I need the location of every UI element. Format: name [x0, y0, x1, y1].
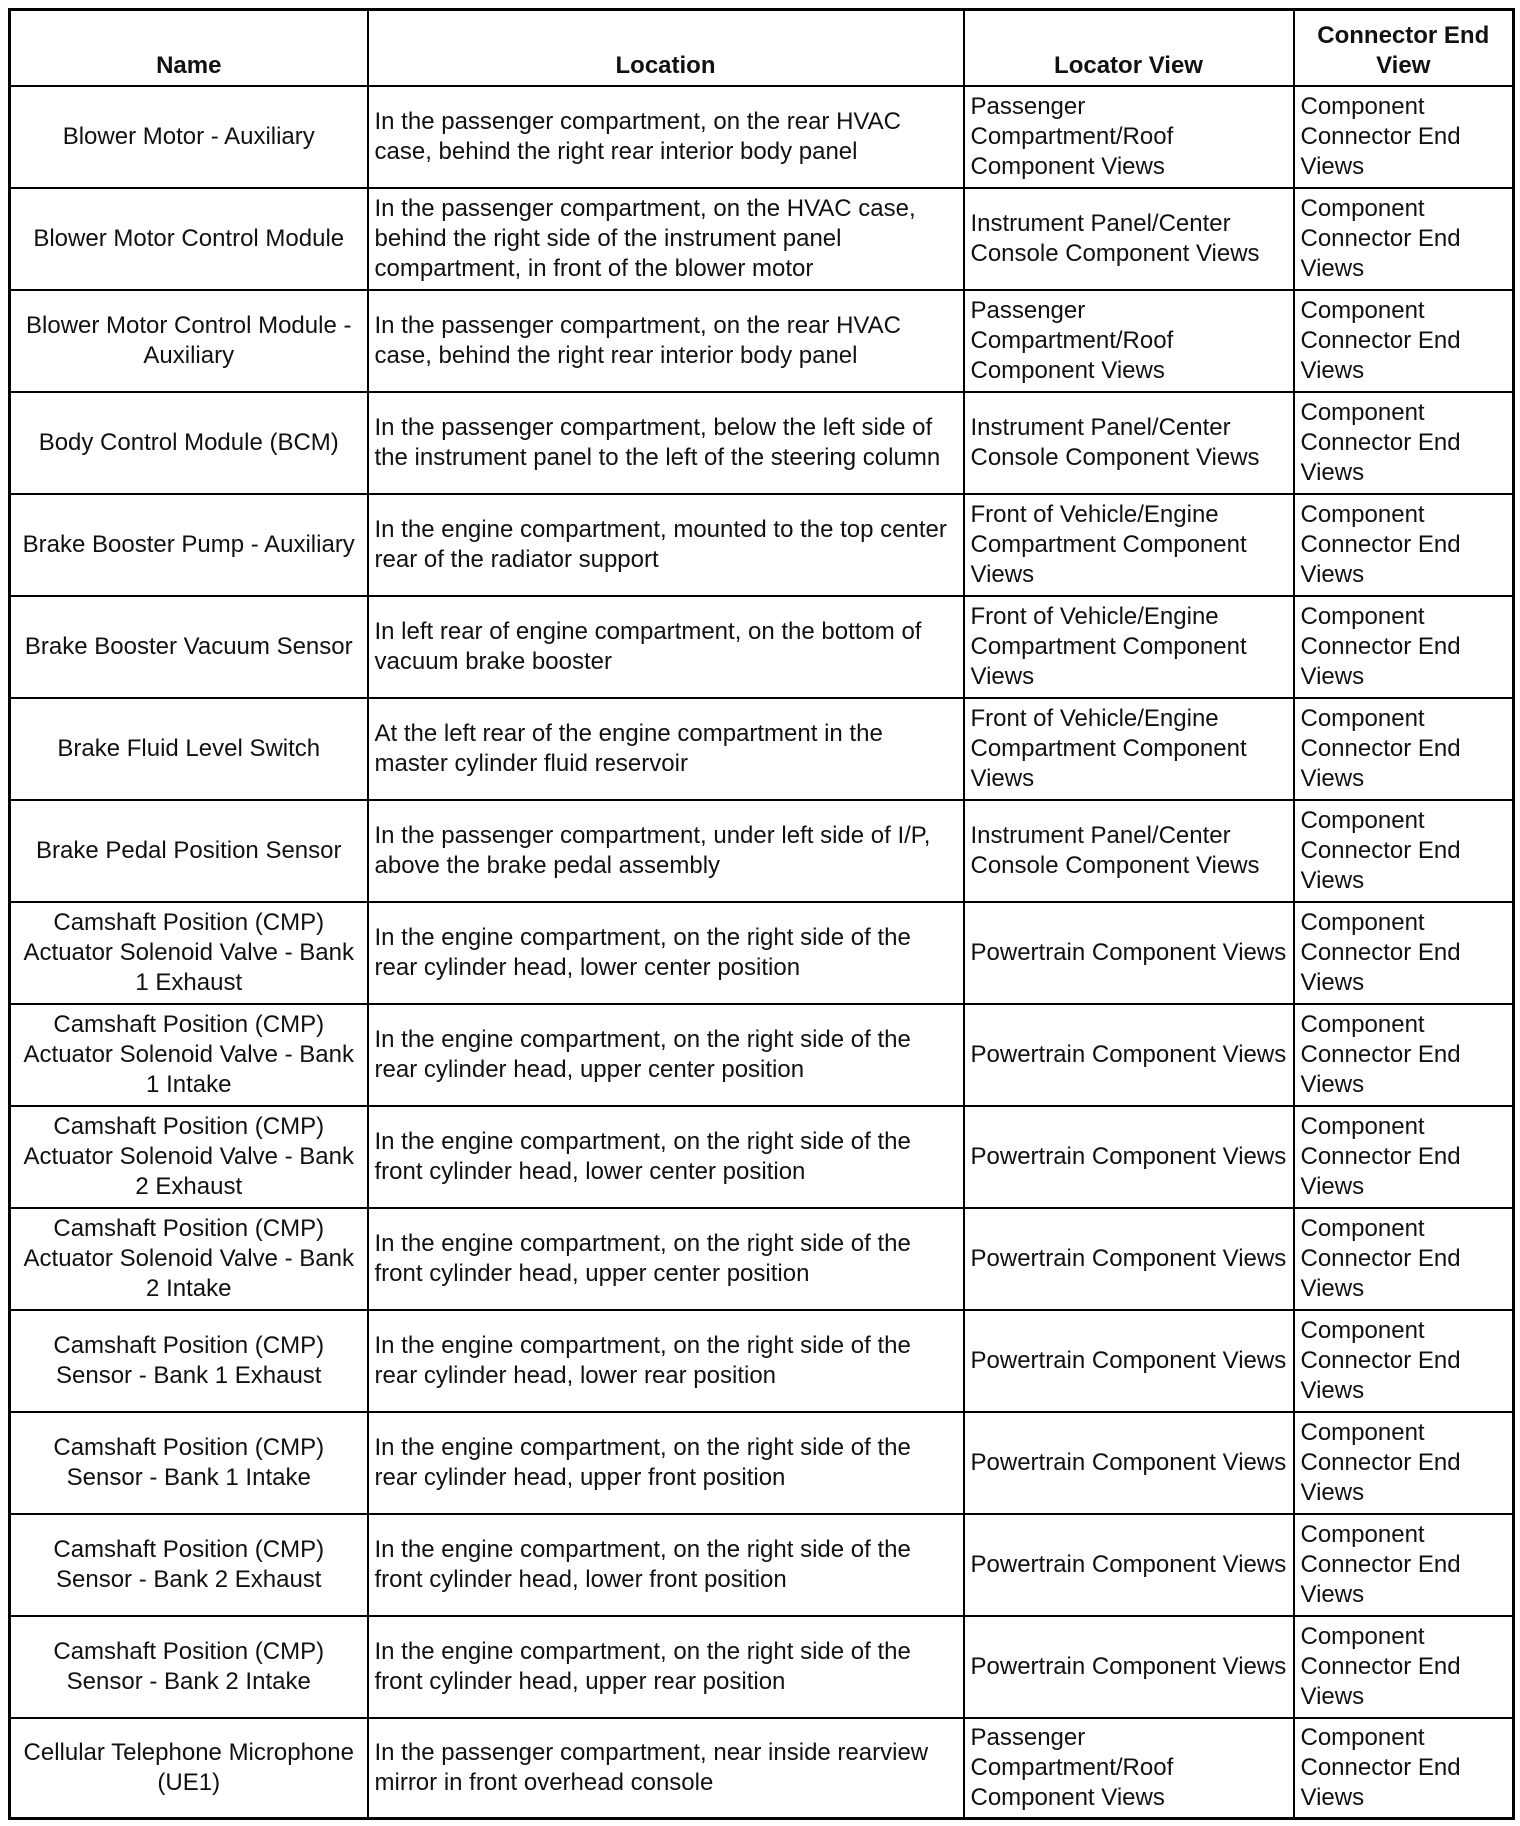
cell-connector-end-view: Component Connector End Views	[1294, 1310, 1514, 1412]
cell-name: Cellular Telephone Microphone (UE1)	[10, 1718, 368, 1818]
table-row	[10, 1310, 1514, 1412]
cell-location: In the passenger compartment, below the left side of the instrument panel to the left of the steering column	[368, 392, 964, 494]
cell-location: In the passenger compartment, under left side of I/P, above the brake pedal assembly	[368, 800, 964, 902]
cell-connector-end-view: Component Connector End Views	[1294, 698, 1514, 800]
cell-location: In left rear of engine compartment, on the bottom of vacuum brake booster	[368, 596, 964, 698]
cell-location: In the engine compartment, on the right side of the front cylinder head, upper rear position	[368, 1616, 964, 1718]
cell-locator-view: Front of Vehicle/Engine Compartment Component Views	[964, 494, 1294, 596]
cell-connector-end-view: Component Connector End Views	[1294, 1208, 1514, 1310]
table-row	[10, 290, 1514, 392]
cell-name: Body Control Module (BCM)	[10, 392, 368, 494]
cell-name: Blower Motor Control Module	[10, 188, 368, 290]
table-row	[10, 1514, 1514, 1616]
cell-connector-end-view: Component Connector End Views	[1294, 1514, 1514, 1616]
cell-name: Camshaft Position (CMP) Sensor - Bank 1 Exhaust	[10, 1310, 368, 1412]
table-row	[10, 494, 1514, 596]
cell-locator-view: Powertrain Component Views	[964, 1412, 1294, 1514]
cell-locator-view: Powertrain Component Views	[964, 1310, 1294, 1412]
header-connector-end-view: Connector End View	[1294, 10, 1514, 87]
table-row	[10, 392, 1514, 494]
table-row	[10, 800, 1514, 902]
cell-connector-end-view: Component Connector End Views	[1294, 86, 1514, 188]
cell-locator-view: Front of Vehicle/Engine Compartment Component Views	[964, 698, 1294, 800]
cell-location: In the engine compartment, on the right side of the front cylinder head, lower front position	[368, 1514, 964, 1616]
cell-name: Camshaft Position (CMP) Actuator Solenoid Valve - Bank 1 Intake	[10, 1004, 368, 1106]
table-row	[10, 902, 1514, 1004]
table-row	[10, 1106, 1514, 1208]
cell-locator-view: Powertrain Component Views	[964, 1004, 1294, 1106]
table-row	[10, 698, 1514, 800]
cell-locator-view: Powertrain Component Views	[964, 1616, 1294, 1718]
cell-connector-end-view: Component Connector End Views	[1294, 1106, 1514, 1208]
cell-name: Camshaft Position (CMP) Actuator Solenoid Valve - Bank 2 Exhaust	[10, 1106, 368, 1208]
cell-connector-end-view: Component Connector End Views	[1294, 494, 1514, 596]
header-locator-view: Locator View	[964, 10, 1294, 87]
cell-locator-view: Passenger Compartment/Roof Component Views	[964, 1718, 1294, 1818]
cell-location: In the passenger compartment, on the rear HVAC case, behind the right rear interior body panel	[368, 290, 964, 392]
cell-locator-view: Powertrain Component Views	[964, 1106, 1294, 1208]
cell-locator-view: Instrument Panel/Center Console Component Views	[964, 800, 1294, 902]
cell-name: Brake Booster Pump - Auxiliary	[10, 494, 368, 596]
table-row	[10, 1004, 1514, 1106]
cell-location: In the engine compartment, on the right side of the rear cylinder head, upper center position	[368, 1004, 964, 1106]
cell-name: Camshaft Position (CMP) Sensor - Bank 1 Intake	[10, 1412, 368, 1514]
table-row	[10, 596, 1514, 698]
cell-connector-end-view: Component Connector End Views	[1294, 392, 1514, 494]
cell-locator-view: Powertrain Component Views	[964, 1208, 1294, 1310]
cell-name: Brake Booster Vacuum Sensor	[10, 596, 368, 698]
cell-location: At the left rear of the engine compartment in the master cylinder fluid reservoir	[368, 698, 964, 800]
cell-location: In the engine compartment, mounted to the top center rear of the radiator support	[368, 494, 964, 596]
cell-location: In the engine compartment, on the right side of the front cylinder head, lower center position	[368, 1106, 964, 1208]
component-locator-table	[8, 8, 1515, 1820]
table-row	[10, 1208, 1514, 1310]
cell-connector-end-view: Component Connector End Views	[1294, 188, 1514, 290]
cell-locator-view: Front of Vehicle/Engine Compartment Component Views	[964, 596, 1294, 698]
cell-connector-end-view: Component Connector End Views	[1294, 1616, 1514, 1718]
header-name: Name	[10, 10, 368, 87]
cell-connector-end-view: Component Connector End Views	[1294, 290, 1514, 392]
cell-location: In the passenger compartment, on the HVAC case, behind the right side of the instrument panel compartment, in front of the blower motor	[368, 188, 964, 290]
cell-connector-end-view: Component Connector End Views	[1294, 800, 1514, 902]
cell-connector-end-view: Component Connector End Views	[1294, 596, 1514, 698]
cell-name: Camshaft Position (CMP) Actuator Solenoid Valve - Bank 2 Intake	[10, 1208, 368, 1310]
table-header	[10, 10, 1514, 87]
cell-name: Camshaft Position (CMP) Sensor - Bank 2 Intake	[10, 1616, 368, 1718]
table-body	[10, 86, 1514, 1818]
cell-locator-view: Instrument Panel/Center Console Component Views	[964, 392, 1294, 494]
cell-location: In the engine compartment, on the right side of the rear cylinder head, lower rear position	[368, 1310, 964, 1412]
cell-name: Brake Pedal Position Sensor	[10, 800, 368, 902]
cell-name: Blower Motor - Auxiliary	[10, 86, 368, 188]
table-row	[10, 1718, 1514, 1818]
cell-connector-end-view: Component Connector End Views	[1294, 1412, 1514, 1514]
cell-locator-view: Passenger Compartment/Roof Component Views	[964, 86, 1294, 188]
cell-name: Camshaft Position (CMP) Actuator Solenoid Valve - Bank 1 Exhaust	[10, 902, 368, 1004]
cell-connector-end-view: Component Connector End Views	[1294, 1718, 1514, 1818]
header-location: Location	[368, 10, 964, 87]
cell-connector-end-view: Component Connector End Views	[1294, 1004, 1514, 1106]
table-row	[10, 1412, 1514, 1514]
cell-locator-view: Passenger Compartment/Roof Component Views	[964, 290, 1294, 392]
table-row	[10, 188, 1514, 290]
cell-location: In the engine compartment, on the right side of the rear cylinder head, lower center position	[368, 902, 964, 1004]
cell-locator-view: Instrument Panel/Center Console Component Views	[964, 188, 1294, 290]
table-row	[10, 86, 1514, 188]
cell-name: Blower Motor Control Module - Auxiliary	[10, 290, 368, 392]
cell-location: In the engine compartment, on the right side of the front cylinder head, upper center position	[368, 1208, 964, 1310]
header-row	[10, 10, 1514, 87]
cell-name: Camshaft Position (CMP) Sensor - Bank 2 Exhaust	[10, 1514, 368, 1616]
cell-location: In the engine compartment, on the right side of the rear cylinder head, upper front position	[368, 1412, 964, 1514]
table-row	[10, 1616, 1514, 1718]
cell-locator-view: Powertrain Component Views	[964, 902, 1294, 1004]
cell-location: In the passenger compartment, on the rear HVAC case, behind the right rear interior body panel	[368, 86, 964, 188]
cell-location: In the passenger compartment, near inside rearview mirror in front overhead console	[368, 1718, 964, 1818]
cell-connector-end-view: Component Connector End Views	[1294, 902, 1514, 1004]
document-page	[8, 8, 1512, 1820]
cell-locator-view: Powertrain Component Views	[964, 1514, 1294, 1616]
cell-name: Brake Fluid Level Switch	[10, 698, 368, 800]
